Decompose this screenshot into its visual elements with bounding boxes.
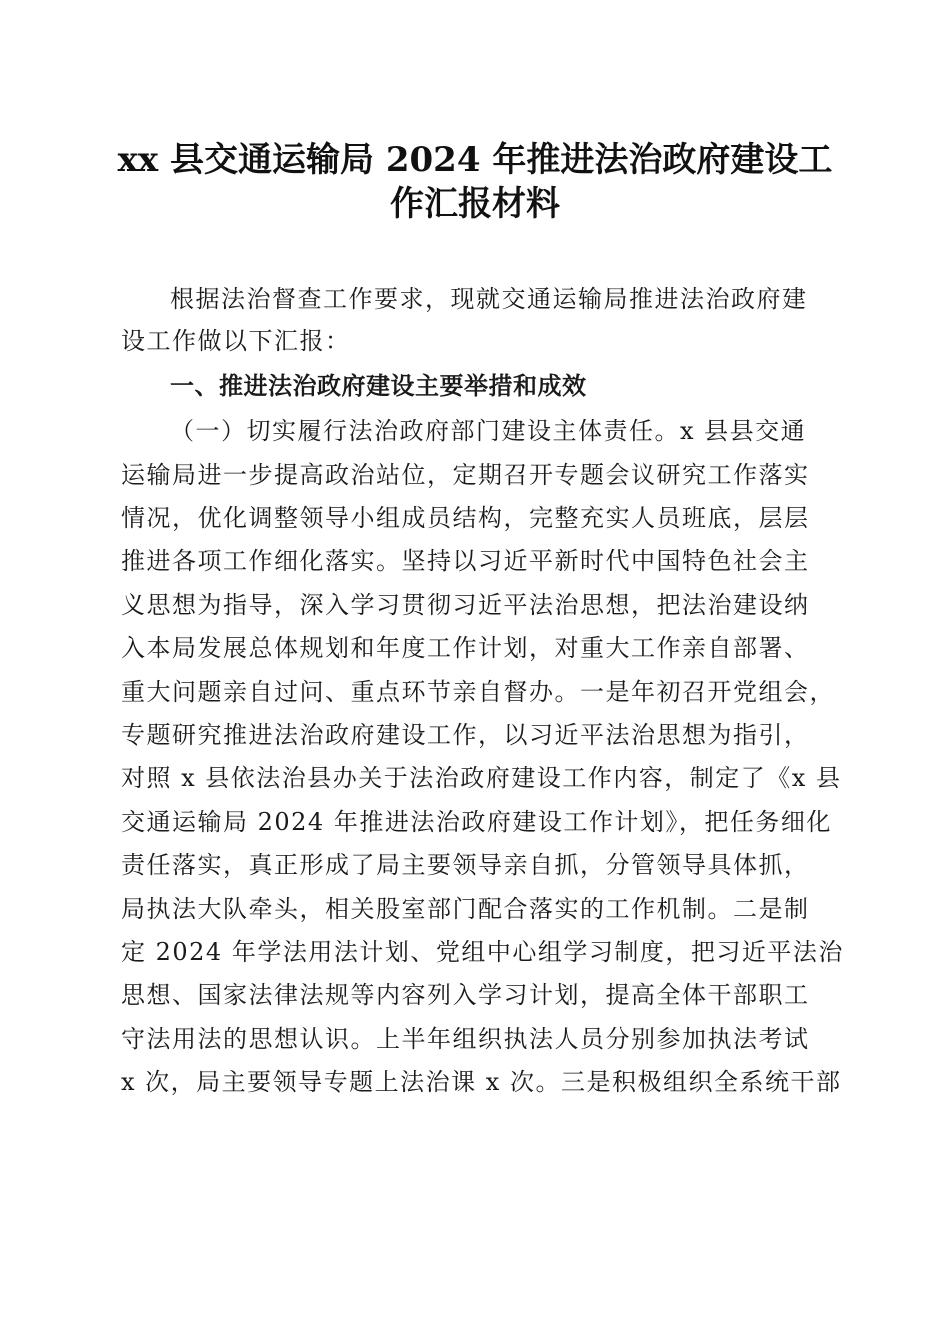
body-line: 定 2024 年学法用法计划、党组中心组学习制度，把习近平法治	[121, 938, 844, 966]
body-line: 义思想为指导，深入学习贯彻习近平法治思想，把法治建设纳	[121, 591, 810, 619]
body-line: 情况，优化调整领导小组成员结构，完整充实人员班底，层层	[121, 504, 810, 532]
document-title-line-1: xx 县交通运输局 2024 年推进法治政府建设工	[117, 140, 833, 180]
body-line: 对照 x 县依法治县办关于法治政府建设工作内容，制定了《x 县	[121, 764, 842, 792]
body-line: 入本局发展总体规划和年度工作计划，对重大工作亲自部署、	[121, 634, 810, 662]
body-line: 重大问题亲自过问、重点环节亲自督办。一是年初召开党组会，	[121, 678, 835, 706]
document-title-line-2: 作汇报材料	[390, 184, 560, 224]
body-line: 运输局进一步提高政治站位，定期召开专题会议研究工作落实	[121, 461, 810, 489]
section-heading-1: 一、推进法治政府建设主要举措和成效	[170, 372, 587, 400]
body-line: 局执法大队牵头，相关股室部门配合落实的工作机制。二是制	[121, 895, 810, 923]
body-line: （一）切实履行法治政府部门建设主体责任。x 县县交通	[170, 417, 807, 445]
body-line: 专题研究推进法治政府建设工作，以习近平法治思想为指引，	[121, 721, 810, 749]
intro-paragraph-line-1: 根据法治督查工作要求，现就交通运输局推进法治政府建	[170, 285, 808, 313]
body-line: 责任落实，真正形成了局主要领导亲自抓，分管领导具体抓，	[121, 851, 810, 879]
body-line: 守法用法的思想认识。上半年组织执法人员分别参加执法考试	[121, 1025, 810, 1053]
body-line: 交通运输局 2024 年推进法治政府建设工作计划》，把任务细化	[121, 808, 832, 836]
body-line: 推进各项工作细化落实。坚持以习近平新时代中国特色社会主	[121, 547, 810, 575]
body-line: 思想、国家法律法规等内容列入学习计划，提高全体干部职工	[121, 981, 810, 1009]
intro-paragraph-line-2: 设工作做以下汇报：	[121, 327, 351, 355]
body-line: x 次，局主要领导专题上法治课 x 次。三是积极组织全系统干部	[121, 1068, 842, 1096]
